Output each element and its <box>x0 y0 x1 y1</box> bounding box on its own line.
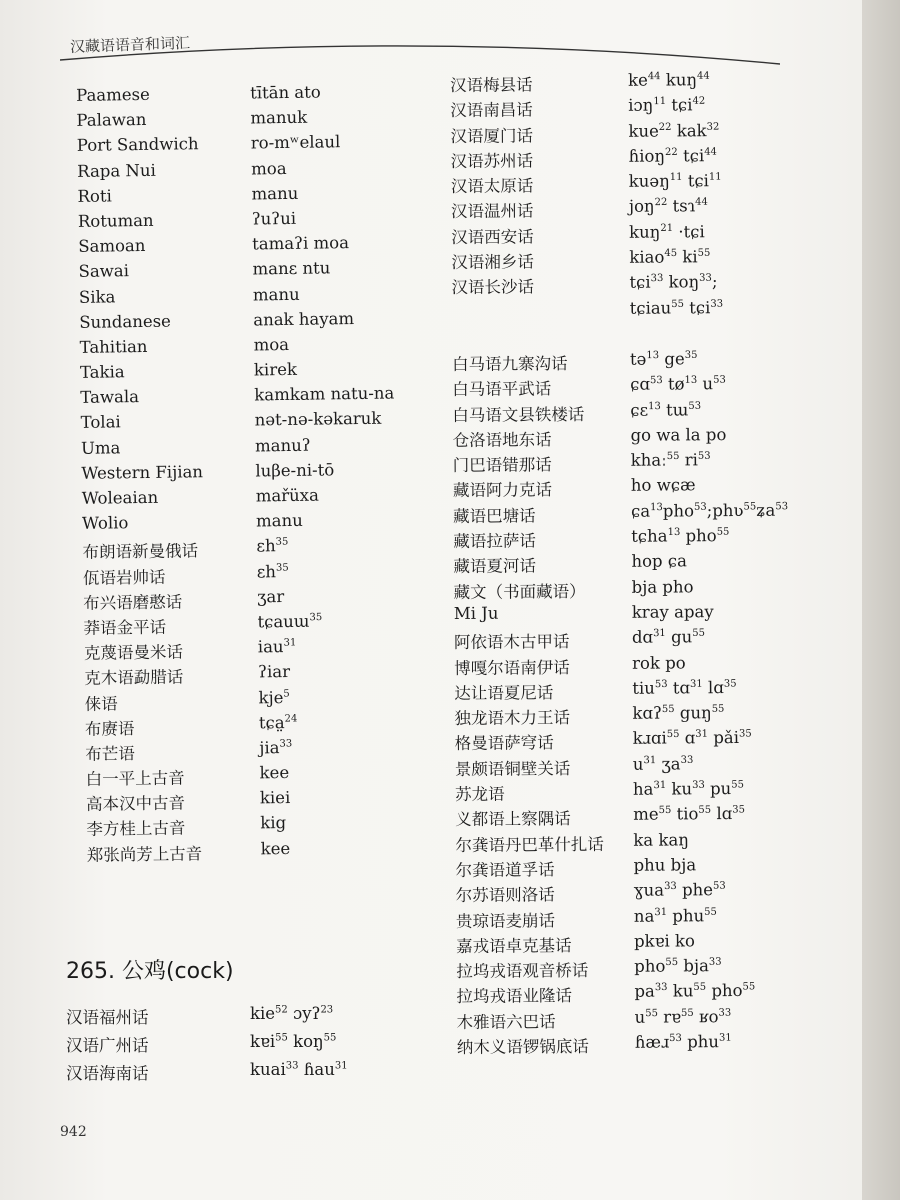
language-name: Rapa Nui <box>77 160 156 181</box>
word-form: kiao$^{45}$ $ki^{55}$ <box>629 247 711 267</box>
language-name: 独龙语木力王话 <box>454 708 571 729</box>
word-form: kɐi$^{55}$ koŋ$^{55}$ <box>250 1032 337 1051</box>
word-form: iau$^{31}$ <box>257 637 297 657</box>
language-name: 布芒语 <box>85 744 135 764</box>
word-form: ɕa$^{13}$pho$^{53}$;phʋ$^{55}$ʑa$^{53}$ <box>631 500 789 521</box>
word-form: ɕɛ$^{13}$ tɯ$^{53}$ <box>630 399 702 420</box>
word-form: ka kaŋ <box>633 829 689 850</box>
word-form: ro-mʷelaul <box>250 132 341 153</box>
language-name: 藏文（书面藏语） <box>453 581 586 602</box>
word-form: $pa^{33}$ $ku^{55}$ pho$^{55}$ <box>634 981 756 1002</box>
word-form: manuʔ <box>254 435 311 456</box>
word-form: ho wɕæ <box>630 475 696 496</box>
language-name: 藏语夏河话 <box>453 556 537 577</box>
language-name: Rotuman <box>77 210 154 231</box>
language-name: 藏语拉萨话 <box>453 531 536 552</box>
language-name: 拉坞戎语业隆话 <box>456 986 573 1007</box>
word-form: $me^{55}$ tio$^{55}$ lɑ$^{35}$ <box>633 804 746 825</box>
language-name: Roti <box>77 186 112 206</box>
language-name: Sundanese <box>79 311 172 332</box>
language-name: 尔苏语则洛话 <box>455 885 555 906</box>
language-name: 布朗语新曼俄话 <box>82 541 199 563</box>
language-name: 尔龚语丹巴革什扎话 <box>455 834 604 855</box>
word-form: $u^{55}$ rɐ$^{55}$ ʁo$^{33}$ <box>634 1006 732 1027</box>
word-form: kee <box>260 838 291 859</box>
word-form: ɕɑ$^{53}$ $tø^{13}$ $u^{53}$ <box>630 374 726 395</box>
language-name: 嘉戎语卓克基话 <box>456 935 572 956</box>
language-name: 克蔑语曼米话 <box>83 642 184 663</box>
language-name: 汉语太原话 <box>450 176 534 197</box>
word-form: anak hayam <box>253 308 355 330</box>
language-name: 阿依语木古甲话 <box>453 632 570 653</box>
word-form: ɣua$^{33}$ phe$^{53}$ <box>633 880 726 900</box>
word-form: tɕauɯ$^{35}$ <box>257 611 323 632</box>
word-form: kɹɑi$^{55}$ ɑ$^{31}$ pǎi$^{35}$ <box>632 728 752 749</box>
language-name: 贵琼语麦崩话 <box>455 910 555 931</box>
language-name: 门巴语错那话 <box>452 455 552 476</box>
language-name: 白一平上古音 <box>85 768 185 789</box>
language-name: 莽语金平话 <box>83 617 167 638</box>
language-name: Tolai <box>80 412 121 433</box>
word-form: khaː$^{55}$ $ri^{53}$ <box>630 450 711 470</box>
language-name: Western Fijian <box>81 461 204 483</box>
language-name: 景颇语铜壁关话 <box>454 758 571 779</box>
language-name: Sawai <box>78 261 130 282</box>
word-form: $u^{31}$ ʒa$^{33}$ <box>632 754 694 774</box>
word-form: $na^{31}$ phu$^{55}$ <box>633 905 717 926</box>
language-name: 汉语苏州话 <box>450 151 534 171</box>
language-name: Tawala <box>80 387 140 408</box>
language-name: 汉语梅县话 <box>450 75 533 95</box>
language-name: 佤语岩帅话 <box>82 567 166 588</box>
word-form: kue$^{22}$ kak$^{32}$ <box>628 120 720 141</box>
word-form: kuŋ$^{21}$ ·tɕi <box>629 222 705 242</box>
word-form: kiei <box>259 788 291 808</box>
language-name: 白马语平武话 <box>452 379 552 400</box>
word-form: manu <box>255 510 303 531</box>
word-form: moa <box>253 334 290 355</box>
word-form: tamaʔi moa <box>252 233 350 254</box>
language-name: 拉坞戎语观音桥话 <box>456 961 589 982</box>
word-form: kee <box>259 763 290 783</box>
language-name: 藏语阿力克话 <box>452 480 552 501</box>
word-form: jia$^{33}$ <box>259 738 293 758</box>
language-name: Mi Ju <box>453 603 499 623</box>
language-name: 汉语广州话 <box>66 1036 149 1055</box>
word-form: kamkam natu-na <box>254 383 395 405</box>
language-name: 达让语夏尼话 <box>454 683 554 703</box>
word-form: kuəŋ$^{11}$ tɕi$^{11}$ <box>628 171 722 191</box>
language-name: 苏龙语 <box>454 784 505 804</box>
language-name: 格曼语萨穹话 <box>454 733 554 754</box>
language-name: 汉语温州话 <box>450 201 534 222</box>
word-form: bja pho <box>631 576 694 597</box>
language-name: 纳木义语锣锅底话 <box>456 1037 589 1057</box>
language-name: 汉语福州话 <box>66 1008 149 1027</box>
language-name: 李方桂上古音 <box>86 818 186 840</box>
word-form: moa <box>251 158 287 179</box>
word-form: manuk <box>250 107 308 128</box>
right-column-entries <box>450 70 789 1059</box>
word-form: manɛ ntu <box>252 258 331 279</box>
language-name: 汉语海南话 <box>66 1064 149 1083</box>
word-form: ɛh$^{35}$ <box>256 536 289 556</box>
language-name: Paamese <box>75 84 150 105</box>
word-form: manu <box>251 183 299 204</box>
language-name: 汉语西安话 <box>451 227 534 247</box>
language-name: 汉语南昌话 <box>450 100 533 121</box>
word-form: kig <box>260 813 287 833</box>
word-form: tɕi$^{33}$ koŋ$^{33}$; <box>629 272 718 293</box>
page-number: 942 <box>60 1124 87 1140</box>
word-form: kie$^{52}$ ɔyʔ$^{23}$ <box>250 1004 334 1023</box>
word-form: $ha^{31}$ $ku^{33}$ $pu^{55}$ <box>632 779 745 799</box>
word-form: ɦioŋ$^{22}$ tɕi$^{44}$ <box>628 146 717 166</box>
language-name: Port Sandwich <box>76 134 199 156</box>
word-form: phu bja <box>633 855 697 875</box>
word-form: tɕiau$^{55}$ tɕi$^{33}$ <box>629 297 724 318</box>
language-name: 尔龚语道孚话 <box>455 860 555 880</box>
language-name: 白马语文县铁楼话 <box>452 404 585 425</box>
word-form: tītān ato <box>249 82 321 103</box>
word-form: kirek <box>253 359 298 380</box>
word-form: ʒar <box>257 586 285 607</box>
word-form: pkɐi ko <box>634 931 695 951</box>
word-form: dɑ$^{31}$ $gu^{55}$ <box>631 627 705 647</box>
word-form: pho$^{55}$ bja$^{33}$ <box>634 956 722 976</box>
word-form: kɑʔ$^{55}$ guŋ$^{55}$ <box>632 703 725 723</box>
word-form: hop ɕa <box>631 551 687 572</box>
running-header-title: 汉藏语语音和词汇 <box>69 33 191 56</box>
language-name: Sika <box>78 286 116 307</box>
word-form: kje$^5$ <box>258 687 290 707</box>
language-name: 高本汉中古音 <box>85 793 186 815</box>
language-name: 藏语巴塘话 <box>453 506 536 526</box>
language-name: 郑张尚芳上古音 <box>86 843 203 865</box>
word-form: mařüxa <box>255 485 320 506</box>
language-name: 汉语湘乡话 <box>451 252 534 273</box>
language-name: 克木语勐腊话 <box>84 667 184 689</box>
language-name: 布兴语磨憨话 <box>83 592 183 613</box>
word-form: ɛh$^{35}$ <box>256 561 289 582</box>
language-name: 木雅语六巴话 <box>456 1011 556 1032</box>
word-form: ɦæɹ$^{53}$ phu$^{31}$ <box>634 1032 732 1052</box>
language-name: Palawan <box>76 110 147 131</box>
word-form: kray apay <box>631 602 714 622</box>
language-name: 俫语 <box>84 693 118 714</box>
language-name: 义都语上察隅话 <box>455 809 571 830</box>
section-heading: 265. 公鸡(cock) <box>66 959 234 984</box>
word-form: rok po <box>632 652 686 673</box>
language-name: Uma <box>80 437 121 458</box>
language-name: Takia <box>79 362 125 382</box>
book-spine-shadow <box>862 0 900 1200</box>
language-name: Wolio <box>81 513 129 534</box>
word-form: joŋ$^{22}$ tsɿ$^{44}$ <box>628 196 708 217</box>
left-column-entries <box>70 82 395 867</box>
word-form: nət-nə-kəkaruk <box>254 409 382 430</box>
word-form: manu <box>252 284 300 304</box>
word-form: go wa la po <box>630 424 727 445</box>
language-name: 汉语长沙话 <box>451 277 535 298</box>
language-name: 汉语厦门话 <box>450 126 534 146</box>
word-form: tɕha$^{13}$ pho$^{55}$ <box>631 526 730 546</box>
word-form: luβe-ni-tō <box>255 460 335 481</box>
language-name: Samoan <box>78 236 146 257</box>
word-form: tə$^{13}$ $ge^{35}$ <box>629 349 698 369</box>
word-form: kuai$^{33}$ ɦau$^{31}$ <box>250 1060 348 1079</box>
language-name: Woleaian <box>81 487 159 508</box>
language-name: Tahitian <box>79 336 148 357</box>
word-form: tiu$^{53}$ tɑ$^{31}$ lɑ$^{35}$ <box>632 677 737 698</box>
language-name: 布赓语 <box>84 718 135 739</box>
word-form: ʔuʔui <box>251 208 297 229</box>
word-form: ʔiar <box>258 662 291 682</box>
language-name: 博嘎尔语南伊话 <box>454 657 570 678</box>
word-form: tɕa̤$^{24}$ <box>258 712 298 733</box>
language-name: 白马语九寨沟话 <box>451 354 568 374</box>
language-name: 仓洛语地东话 <box>452 430 552 450</box>
word-form: $ke^{44}$ kuŋ$^{44}$ <box>627 70 710 90</box>
word-form: iɔŋ$^{11}$ tɕi$^{42}$ <box>628 95 706 116</box>
